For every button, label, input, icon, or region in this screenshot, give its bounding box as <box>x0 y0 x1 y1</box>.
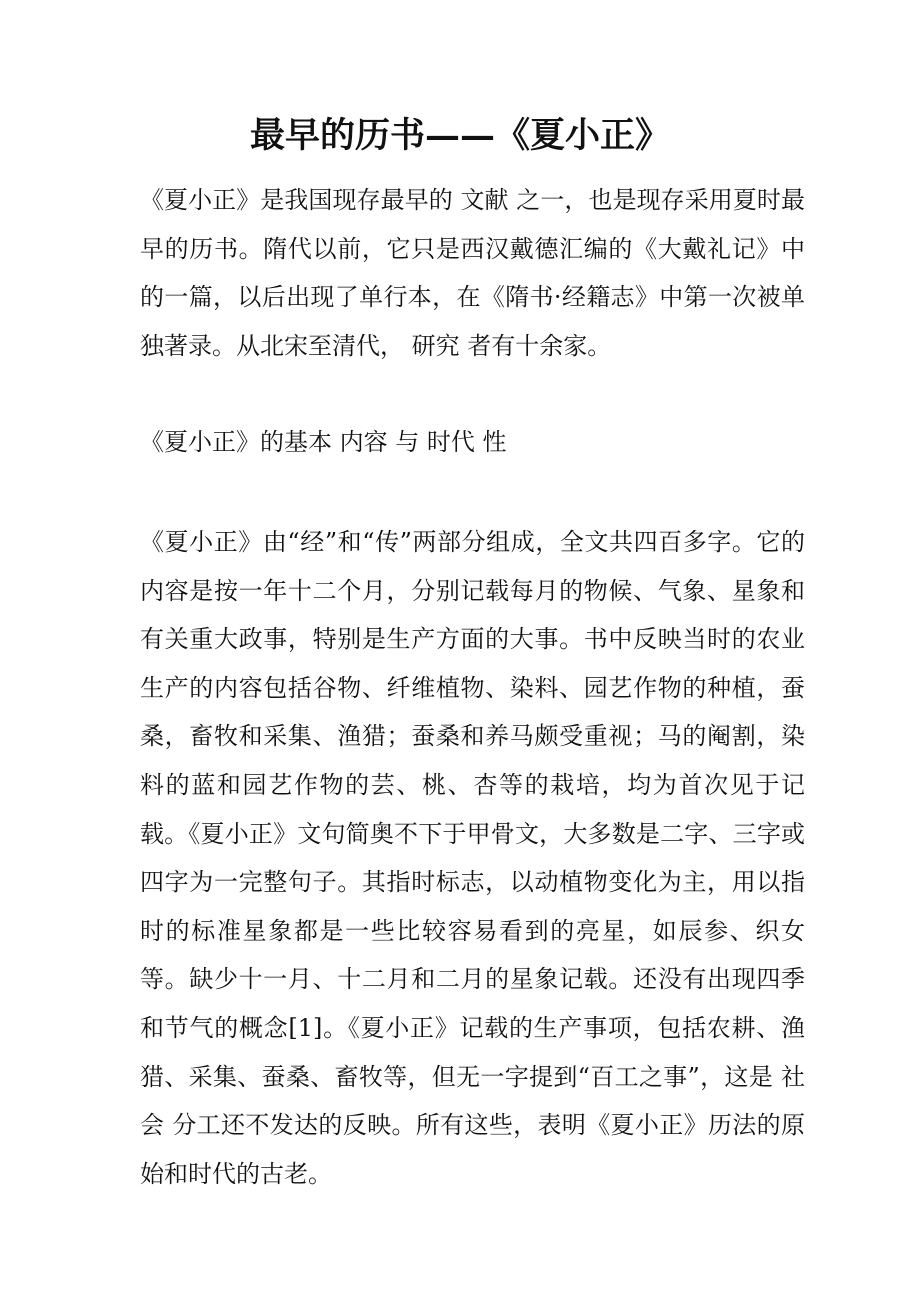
intro-paragraph: 《夏小正》是我国现存最早的 文献 之一，也是现存采用夏时最早的历书。隋代以前，它只是西汉戴德汇编的《大戴礼记》中的一篇，以后出现了单行本，在《隋书·经籍志》中第一次被单独著录。从北宋至清代， 研究 者有十余家。 <box>140 186 805 360</box>
document-title: 最早的历书——《夏小正》 <box>249 115 670 156</box>
section-heading: 《夏小正》的基本 内容 与 时代 性 <box>140 428 507 456</box>
content-paragraph: 《夏小正》由“经”和“传”两部分组成，全文共四百多字。它的内容是按一年十二个月，分别记载每月的物候、气象、星象和有关重大政事，特别是生产方面的大事。书中反映当时的农业生产的内容包括谷物、纤维植物、染料、园艺作物的种植，蚕桑，畜牧和采集、渔猎；蚕桑和养马颇受重视；马的阉割，染料的蓝和园艺作物的芸、桃、杏等的栽培，均为首次见于记载。《夏小正》文句简奥不下于甲骨文，大多数是二字、三字或四字为一完整句子。其指时标志，以动植物变化为主，用以指时的标准星象都是一些比较容易看到的亮星，如辰参、织女等。缺少十一月、十二月和二月的星象记载。还没有出现四季和节气的概念[1]。《夏小正》记载的生产事项，包括农耕、渔猎、采集、蚕桑、畜牧等，但无一字提到“百工之事”，这是 社会 分工还不发达的反映。所有这些，表明《夏小正》历法的原始和时代的古老。 <box>140 528 805 1188</box>
